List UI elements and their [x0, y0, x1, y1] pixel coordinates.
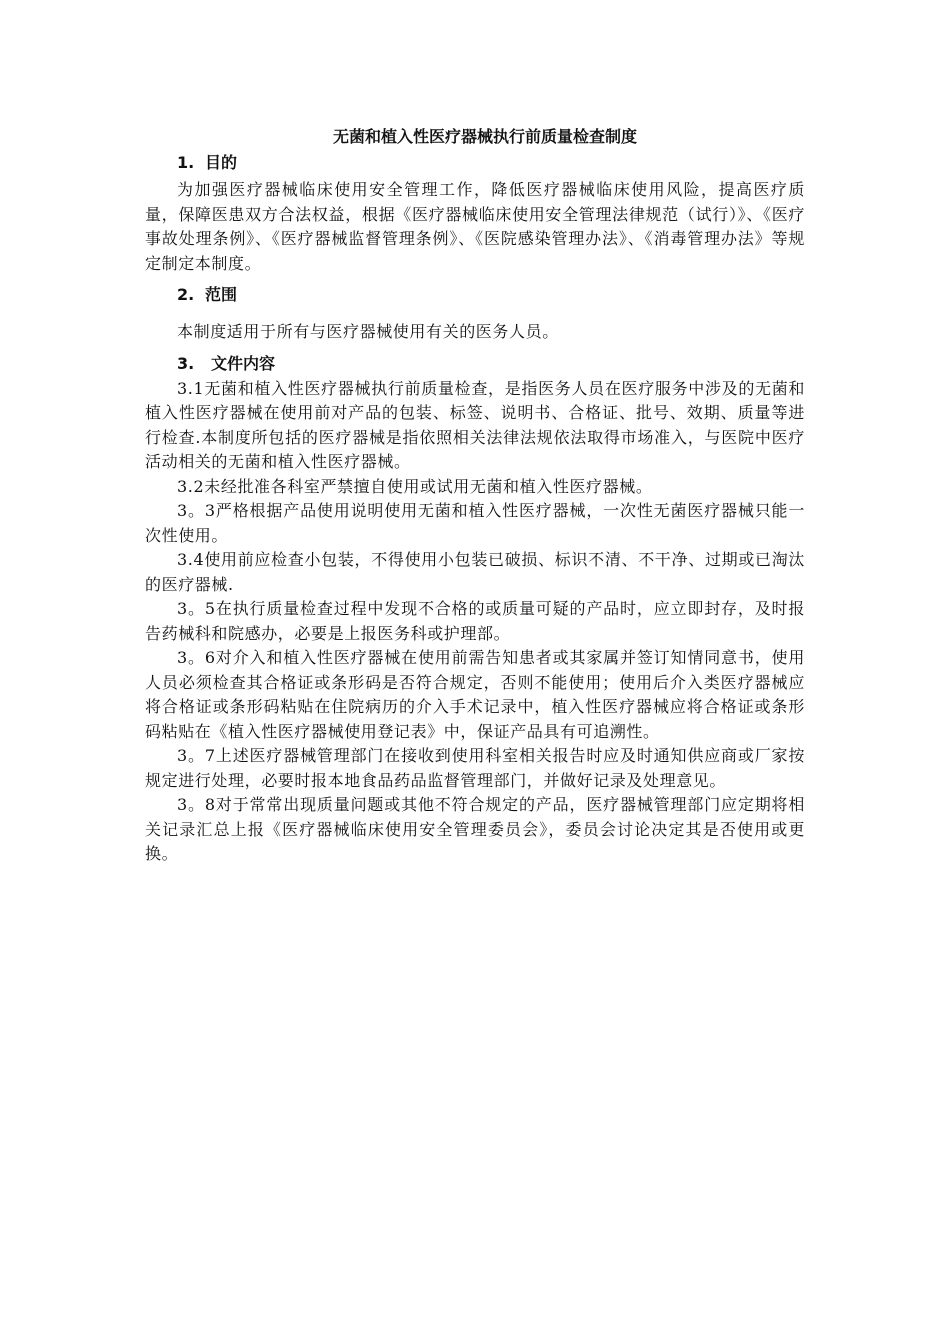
- section-number: 1.: [177, 153, 195, 172]
- clause-3-6: 3。6对介入和植入性医疗器械在使用前需告知患者或其家属并签订知情同意书，使用人员必须检查其合格证或条形码是否符合规定，否则不能使用；使用后介入类医疗器械应将合格证或条形码粘贴在住院病历的介入手术记录中，植入性医疗器械应将合格证或条形码粘贴在《植入性医疗器械使用登记表》中，保证产品具有可追溯性。: [145, 648, 805, 741]
- section-title: 目的: [205, 153, 238, 172]
- section-title: 文件内容: [211, 353, 276, 373]
- clause-3-4: 3.4使用前应检查小包装，不得使用小包装已破损、标识不清、不干净、过期或已淘汰的医疗器械.: [145, 550, 805, 594]
- clause-3-3: 3。3严格根据产品使用说明使用无菌和植入性医疗器械，一次性无菌医疗器械只能一次性使用。: [145, 501, 805, 545]
- clause-3-7: 3。7上述医疗器械管理部门在接收到使用科室相关报告时应及时通知供应商或厂家按规定进行处理，必要时报本地食品药品监督管理部门，并做好记录及处理意见。: [145, 746, 805, 790]
- section-number: 3.: [177, 353, 195, 373]
- clause-3-5: 3。5在执行质量检查过程中发现不合格的或质量可疑的产品时，应立即封存，及时报告药械科和院感办，必要是上报医务科或护理部。: [145, 599, 805, 643]
- section-heading-purpose: [145, 150, 805, 176]
- section-paragraph: 为加强医疗器械临床使用安全管理工作，降低医疗器械临床使用风险，提高医疗质量，保障医患双方合法权益，根据《医疗器械临床使用安全管理法律规范（试行）》、《医疗事故处理条例》、《医疗器械监督管理条例》、《医院感染管理办法》、《消毒管理办法》等规定制定本制度。: [145, 180, 805, 273]
- section-title: 范围: [205, 285, 238, 304]
- section-number: 2.: [177, 285, 195, 304]
- section-heading-scope: [145, 282, 805, 308]
- section-paragraph: 本制度适用于所有与医疗器械使用有关的医务人员。: [177, 322, 559, 341]
- clause-3-8: 3。8对于常常出现质量问题或其他不符合规定的产品，医疗器械管理部门应定期将相关记录汇总上报《医疗器械临床使用安全管理委员会》，委员会讨论决定其是否使用或更换。: [145, 795, 805, 863]
- clause-3-1: 3.1无菌和植入性医疗器械执行前质量检查，是指医务人员在医疗服务中涉及的无菌和植入性医疗器械在使用前对产品的包装、标签、说明书、合格证、批号、效期、质量等进行检查.本制度所包括的医疗器械是指依照相关法律法规依法取得市场准入，与医院中医疗活动相关的无菌和植入性医疗器械。: [145, 378, 805, 471]
- document-body: [145, 124, 805, 867]
- section-heading-content: [145, 351, 805, 377]
- clause-3-2: 3.2未经批准各科室严禁擅自使用或试用无菌和植入性医疗器械。: [177, 476, 653, 496]
- document-title: 无菌和植入性医疗器械执行前质量检查制度: [332, 127, 637, 146]
